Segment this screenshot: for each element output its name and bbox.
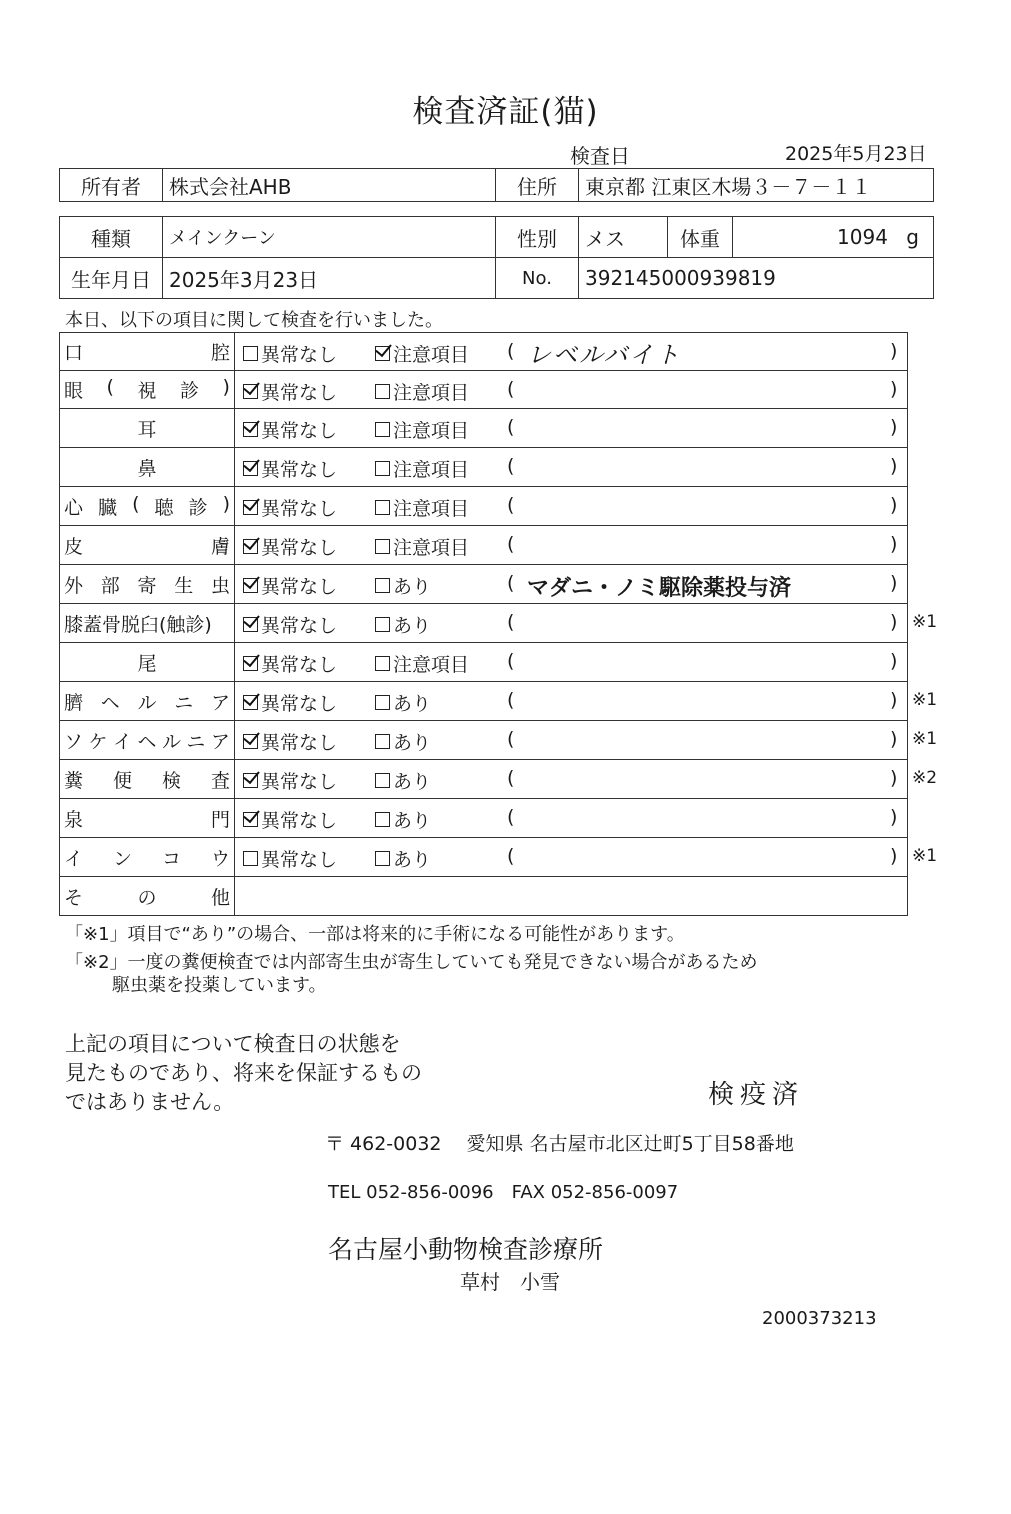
checkbox-icon[interactable] xyxy=(243,734,258,749)
close-paren: ) xyxy=(890,650,898,672)
disclaimer-line: 上記の項目について検査日の状態を xyxy=(65,1032,401,1056)
close-paren: ) xyxy=(890,494,898,516)
exam-item-name-char: 外 xyxy=(64,574,84,597)
exam-row xyxy=(60,877,908,916)
close-paren: ) xyxy=(890,416,898,438)
checkbox-icon[interactable] xyxy=(243,346,258,361)
checkbox-icon[interactable] xyxy=(375,500,390,515)
breed-value: メインクーン xyxy=(163,217,496,258)
checkbox-icon[interactable] xyxy=(375,578,390,593)
exam-item-name-char: 皮 xyxy=(64,535,84,558)
close-paren: ) xyxy=(890,767,898,789)
clinic-name: 名古屋小動物検査診療所 xyxy=(328,1235,604,1264)
exam-item-name-char: 生 xyxy=(174,574,194,597)
exam-item-name-char: 査 xyxy=(210,769,230,792)
number-label: No. xyxy=(496,258,579,299)
normal-option[interactable] xyxy=(243,378,337,405)
exam-item-name-char: イ xyxy=(112,730,132,753)
exam-item-name-char: の xyxy=(137,886,157,909)
exam-item-name-char: ) xyxy=(222,492,230,515)
caution-label: 注意項目 xyxy=(393,498,470,520)
owner-label: 所有者 xyxy=(60,169,163,202)
open-paren: ( xyxy=(507,650,515,672)
normal-option[interactable] xyxy=(243,416,337,443)
birth-label: 生年月日 xyxy=(60,258,163,299)
exam-item-result xyxy=(235,565,908,604)
normal-label: 異常なし xyxy=(261,615,338,637)
exam-item-name xyxy=(60,799,235,838)
close-paren: ) xyxy=(890,845,898,867)
caution-option[interactable] xyxy=(375,455,469,482)
checkbox-icon[interactable] xyxy=(243,617,258,632)
weight-value: 1094 xyxy=(837,225,888,249)
normal-option[interactable] xyxy=(243,455,337,482)
exam-item-name-char: 腔 xyxy=(210,342,230,364)
checkbox-icon[interactable] xyxy=(375,851,390,866)
exam-item-name xyxy=(60,526,235,565)
exam-item-name-char: 心 xyxy=(64,496,84,519)
document-title: 検査済証(猫) xyxy=(412,94,599,130)
birth-value: 2025年3月23日 xyxy=(163,258,496,299)
caution-option[interactable] xyxy=(375,494,469,521)
owner-value: 株式会社AHB xyxy=(163,169,496,202)
exam-item-name-char: イ xyxy=(64,847,84,870)
exam-item-name-char: 耳 xyxy=(137,418,157,441)
normal-option[interactable] xyxy=(243,806,337,833)
exam-item-result xyxy=(235,448,908,487)
exam-item-result xyxy=(235,682,908,721)
caution-option[interactable] xyxy=(375,650,469,677)
footnote-2: 「※2」一度の糞便検査では内部寄生虫が寄生していても発見できない場合があるため xyxy=(65,952,758,973)
exam-item-name-char: 他 xyxy=(210,886,230,909)
present-option[interactable] xyxy=(375,689,431,716)
exam-item-name xyxy=(60,371,235,409)
exam-item-result xyxy=(235,838,908,877)
exam-item-name xyxy=(60,333,235,371)
exam-item-name-char: 便 xyxy=(112,769,132,792)
checkbox-icon[interactable] xyxy=(243,500,258,515)
footnote-mark: ※1 xyxy=(912,729,938,749)
open-paren: ( xyxy=(507,611,515,633)
checkbox-icon[interactable] xyxy=(375,346,390,361)
checkbox-icon[interactable] xyxy=(243,812,258,827)
normal-label: 異常なし xyxy=(261,810,338,832)
checkbox-icon[interactable] xyxy=(243,422,258,437)
exam-item-name-char: ア xyxy=(210,730,230,753)
open-paren: ( xyxy=(507,728,515,750)
checkbox-icon[interactable] xyxy=(375,461,390,476)
normal-option[interactable] xyxy=(243,767,337,794)
checkbox-icon[interactable] xyxy=(243,461,258,476)
close-paren: ) xyxy=(890,378,898,400)
present-option[interactable] xyxy=(375,806,431,833)
exam-item-result xyxy=(235,760,908,799)
exam-table xyxy=(59,332,908,916)
exam-item-name xyxy=(60,487,235,526)
exam-note: レベルバイト xyxy=(527,341,682,369)
exam-item-name-char: 眼 xyxy=(64,380,84,402)
close-paren: ) xyxy=(890,533,898,555)
exam-item-name xyxy=(60,838,235,877)
normal-label: 異常なし xyxy=(261,654,338,676)
exam-row xyxy=(60,448,908,487)
open-paren: ( xyxy=(507,416,515,438)
footnote-1: 「※1」項目で“あり”の場合、一部は将来的に手術になる可能性があります。 xyxy=(65,924,685,945)
exam-row xyxy=(60,799,908,838)
present-label: あり xyxy=(393,693,432,715)
checkbox-icon[interactable] xyxy=(375,734,390,749)
present-label: あり xyxy=(393,615,432,637)
exam-item-name-char: ケ xyxy=(88,730,108,753)
exam-item-name-char: ル xyxy=(161,730,181,753)
exam-item-name-char: 検 xyxy=(161,769,181,792)
normal-label: 異常なし xyxy=(261,382,338,404)
open-paren: ( xyxy=(507,767,515,789)
caution-option[interactable] xyxy=(375,533,469,560)
breed-label: 種類 xyxy=(60,217,163,258)
exam-item-name xyxy=(60,760,235,799)
close-paren: ) xyxy=(890,728,898,750)
open-paren: ( xyxy=(507,533,515,555)
exam-date-label: 検査日 xyxy=(570,144,630,168)
exam-item-name-char: 泉 xyxy=(64,808,84,831)
checkbox-icon[interactable] xyxy=(375,812,390,827)
exam-item-name-char: ウ xyxy=(210,847,230,870)
normal-option[interactable] xyxy=(243,845,337,872)
exam-row xyxy=(60,760,908,799)
close-paren: ) xyxy=(890,572,898,594)
checkbox-icon[interactable] xyxy=(375,539,390,554)
exam-row xyxy=(60,721,908,760)
exam-row xyxy=(60,682,908,721)
exam-row xyxy=(60,371,908,409)
exam-row xyxy=(60,333,908,371)
exam-item-name-char: 口 xyxy=(64,342,84,364)
exam-item-name xyxy=(60,448,235,487)
normal-option[interactable] xyxy=(243,533,337,560)
open-paren: ( xyxy=(507,572,515,594)
exam-item-name-char: 虫 xyxy=(210,574,230,597)
exam-item-name-char: 膚 xyxy=(210,535,230,558)
caution-label: 注意項目 xyxy=(393,459,470,481)
normal-label: 異常なし xyxy=(261,849,338,871)
close-paren: ) xyxy=(890,340,898,362)
exam-row xyxy=(60,604,908,643)
exam-item-name-char: ソ xyxy=(64,730,84,753)
footnote-2-cont: 駆虫薬を投薬しています。 xyxy=(112,975,327,996)
normal-option[interactable] xyxy=(243,572,337,599)
document-code: 2000373213 xyxy=(762,1308,877,1329)
exam-item-result xyxy=(235,409,908,448)
exam-item-name xyxy=(60,682,235,721)
exam-item-name xyxy=(60,721,235,760)
open-paren: ( xyxy=(507,455,515,477)
open-paren: ( xyxy=(507,494,515,516)
address-label: 住所 xyxy=(496,169,579,202)
caution-label: 注意項目 xyxy=(393,344,470,366)
normal-label: 異常なし xyxy=(261,693,338,715)
checkbox-icon[interactable] xyxy=(375,773,390,788)
checkbox-icon[interactable] xyxy=(243,656,258,671)
exam-date-value: 2025年5月23日 xyxy=(785,143,927,165)
caution-option[interactable] xyxy=(375,340,469,367)
normal-label: 異常なし xyxy=(261,771,338,793)
caution-label: 注意項目 xyxy=(393,654,470,676)
close-paren: ) xyxy=(890,689,898,711)
owner-table xyxy=(59,168,934,202)
present-label: あり xyxy=(393,849,432,871)
checkbox-icon[interactable] xyxy=(243,578,258,593)
exam-item-name xyxy=(60,604,235,643)
exam-item-result xyxy=(235,877,908,916)
exam-item-name-char: ) xyxy=(222,376,230,398)
footnote-mark: ※1 xyxy=(912,846,938,866)
caution-label: 注意項目 xyxy=(393,420,470,442)
disclaimer xyxy=(65,1030,422,1117)
exam-item-name-char: ル xyxy=(137,691,157,714)
open-paren: ( xyxy=(507,378,515,400)
close-paren: ) xyxy=(890,611,898,633)
exam-item-name-char: そ xyxy=(64,886,84,909)
veterinarian-name: 草村 小雪 xyxy=(460,1270,560,1294)
exam-row xyxy=(60,487,908,526)
normal-option[interactable] xyxy=(243,611,337,638)
exam-item-name-char: 糞 xyxy=(64,769,84,792)
weight-label: 体重 xyxy=(668,217,733,258)
open-paren: ( xyxy=(507,806,515,828)
exam-item-result xyxy=(235,721,908,760)
number-value: 392145000939819 xyxy=(579,258,934,299)
exam-row xyxy=(60,838,908,877)
exam-row xyxy=(60,643,908,682)
exam-item-result xyxy=(235,371,908,409)
exam-item-name xyxy=(60,877,235,916)
animal-table xyxy=(59,216,934,299)
checkbox-icon[interactable] xyxy=(375,617,390,632)
caution-label: 注意項目 xyxy=(393,537,470,559)
caution-label: 注意項目 xyxy=(393,382,470,404)
checkbox-icon[interactable] xyxy=(243,384,258,399)
clinic-address: 〒 462-0032 愛知県 名古屋市北区辻町5丁目58番地 xyxy=(325,1133,794,1155)
close-paren: ) xyxy=(890,806,898,828)
exam-item-result xyxy=(235,604,908,643)
normal-label: 異常なし xyxy=(261,576,338,598)
footnote-mark: ※2 xyxy=(912,768,938,788)
exam-item-name-char: 臍 xyxy=(64,691,84,714)
exam-item-name-char: 部 xyxy=(100,574,120,597)
exam-item-result xyxy=(235,643,908,682)
exam-item-name-char: ニ xyxy=(186,730,206,753)
exam-item-name-char: ( xyxy=(132,492,140,515)
exam-item-result xyxy=(235,487,908,526)
checkbox-icon[interactable] xyxy=(243,773,258,788)
exam-row xyxy=(60,565,908,604)
disclaimer-line: ではありません。 xyxy=(65,1090,235,1114)
checkbox-icon[interactable] xyxy=(243,539,258,554)
exam-item-name-char: ( xyxy=(106,376,114,398)
present-option[interactable] xyxy=(375,611,431,638)
checkbox-icon[interactable] xyxy=(243,695,258,710)
present-label: あり xyxy=(393,810,432,832)
checkbox-icon[interactable] xyxy=(375,695,390,710)
clinic-contact: TEL 052-856-0096 FAX 052-856-0097 xyxy=(328,1182,679,1203)
exam-item-result xyxy=(235,799,908,838)
caution-option[interactable] xyxy=(375,416,469,443)
weight-unit: g xyxy=(906,225,919,249)
exam-item-name xyxy=(60,643,235,682)
exam-item-name-char: 尾 xyxy=(137,652,157,675)
exam-item-name-char: 視 xyxy=(137,380,157,402)
weight-cell xyxy=(733,217,934,258)
normal-option[interactable] xyxy=(243,494,337,521)
exam-row xyxy=(60,409,908,448)
footnote-mark: ※1 xyxy=(912,690,938,710)
checkbox-icon[interactable] xyxy=(375,422,390,437)
open-paren: ( xyxy=(507,689,515,711)
caution-option[interactable] xyxy=(375,378,469,405)
exam-item-name-char: ヘ xyxy=(100,691,120,714)
checkbox-icon[interactable] xyxy=(243,851,258,866)
exam-item-name-char: ア xyxy=(210,691,230,714)
exam-item-name-char: 診 xyxy=(180,380,200,402)
exam-item-name-char: ン xyxy=(112,847,132,870)
exam-item-name-char: 診 xyxy=(188,496,208,519)
normal-label: 異常なし xyxy=(261,732,338,754)
address-value: 東京都 江東区木場３－７－１１ xyxy=(579,169,934,202)
normal-option[interactable] xyxy=(243,728,337,755)
present-option[interactable] xyxy=(375,572,431,599)
normal-option[interactable] xyxy=(243,689,337,716)
exam-item-result xyxy=(235,526,908,565)
quarantine-stamp: 検疫済 xyxy=(708,1080,805,1110)
normal-label: 異常なし xyxy=(261,498,338,520)
normal-option[interactable] xyxy=(243,650,337,677)
footnote-mark: ※1 xyxy=(912,612,938,632)
exam-item-name-char: 聴 xyxy=(154,496,174,519)
exam-item-name-char: ヘ xyxy=(137,730,157,753)
exam-item-name-char: ニ xyxy=(174,691,194,714)
present-option[interactable] xyxy=(375,845,431,872)
present-label: あり xyxy=(393,576,432,598)
present-label: あり xyxy=(393,732,432,754)
exam-item-name xyxy=(60,565,235,604)
exam-item-result xyxy=(235,333,908,371)
normal-label: 異常なし xyxy=(261,420,338,442)
exam-item-name-char: 膝蓋骨脱臼(触診) xyxy=(64,613,212,636)
open-paren: ( xyxy=(507,340,515,362)
normal-option[interactable] xyxy=(243,340,337,367)
present-option[interactable] xyxy=(375,728,431,755)
normal-label: 異常なし xyxy=(261,537,338,559)
present-label: あり xyxy=(393,771,432,793)
exam-item-name-char: 寄 xyxy=(137,574,157,597)
exam-item-name-char: 鼻 xyxy=(137,457,157,480)
normal-label: 異常なし xyxy=(261,344,338,366)
exam-note: マダニ・ノミ駆除薬投与済 xyxy=(527,576,792,601)
exam-item-name-char: コ xyxy=(161,847,181,870)
open-paren: ( xyxy=(507,845,515,867)
intro-text: 本日、以下の項目に関して検査を行いました。 xyxy=(65,310,443,331)
sex-value: メス xyxy=(579,217,668,258)
exam-row xyxy=(60,526,908,565)
checkbox-icon[interactable] xyxy=(375,384,390,399)
exam-item-name xyxy=(60,409,235,448)
close-paren: ) xyxy=(890,455,898,477)
checkbox-icon[interactable] xyxy=(375,656,390,671)
exam-item-name-char: 臓 xyxy=(98,496,118,519)
disclaimer-line: 見たものであり、将来を保証するもの xyxy=(65,1061,422,1085)
normal-label: 異常なし xyxy=(261,459,338,481)
present-option[interactable] xyxy=(375,767,431,794)
exam-item-name-char: 門 xyxy=(210,808,230,831)
sex-label: 性別 xyxy=(496,217,579,258)
